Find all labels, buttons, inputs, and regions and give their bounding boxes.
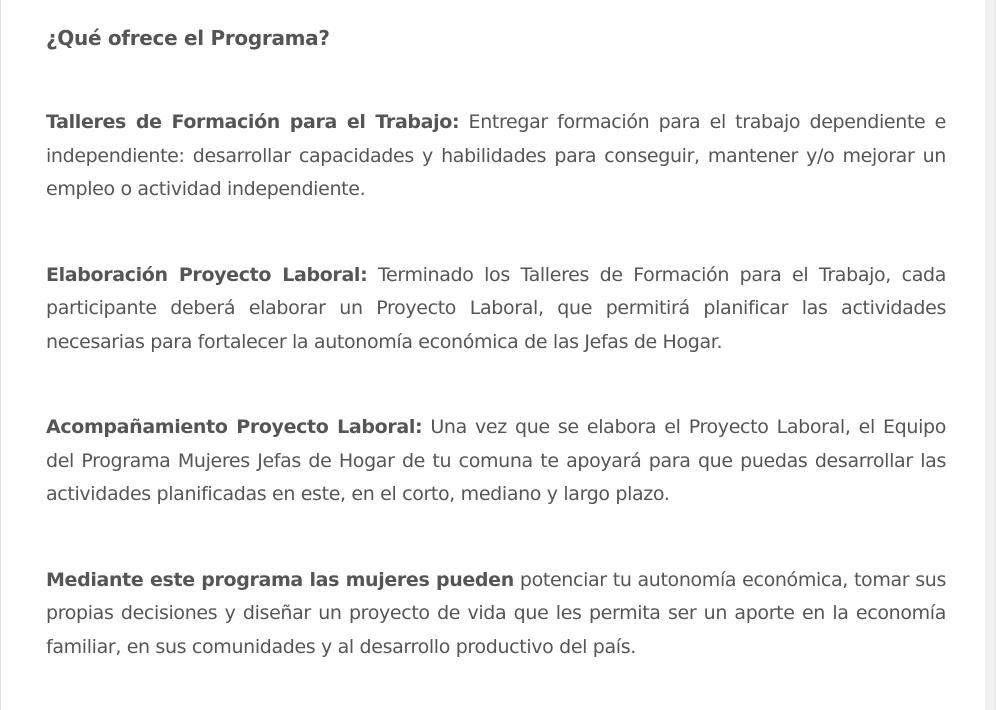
paragraph-acompanamiento (46, 411, 946, 512)
paragraph-mediante (46, 564, 946, 665)
paragraph-title: Elaboración Proyecto Laboral: (46, 263, 368, 286)
paragraph-elaboracion (46, 259, 946, 360)
paragraph-text: Terminado los Talleres de Formación para el Trabajo, cada participante deberá elaborar un Proyecto Laboral, que permitirá planificar las actividades necesarias para fortalecer la autonomía económica de las Jefas de Hogar. (46, 263, 947, 353)
paragraph-title: Acompañamiento Proyecto Laboral: (46, 416, 423, 438)
paragraph-text: Entregar formación para el trabajo dependiente e independiente: desarrollar capacidades y habilidades para conseguir, mantener y/o mejorar un empleo o actividad independiente. (46, 111, 946, 200)
paragraph-text: potenciar tu autonomía económica, tomar sus propias decisiones y diseñar un proyecto de vida que les permita ser un aporte en la economía familiar, en sus comunidades y al desarrollo productivo del país. (46, 568, 946, 658)
paragraph-title: Talleres de Formación para el Trabajo: (46, 111, 460, 133)
scrollbar-track[interactable] (985, 0, 995, 710)
article-content (46, 22, 946, 664)
paragraph-title: Mediante este programa las mujeres pueden (46, 568, 514, 591)
section-heading: ¿Qué ofrece el Programa? (46, 26, 330, 50)
paragraph-text: Una vez que se elabora el Proyecto Laboral, el Equipo del Programa Mujeres Jefas de Hogar de tu comuna te apoyará para que puedas desarrollar las actividades planificadas en este, en el corto, mediano y largo plazo. (46, 416, 946, 505)
paragraph-talleres (46, 106, 946, 207)
